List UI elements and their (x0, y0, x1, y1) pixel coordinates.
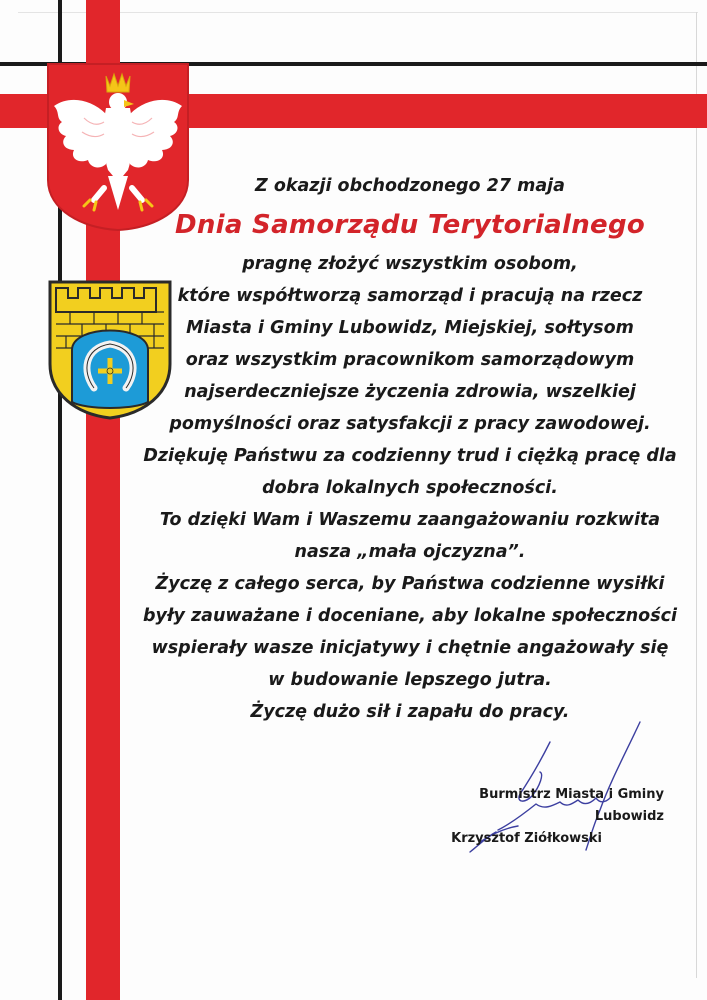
page-edge (696, 12, 697, 978)
body-line: najserdeczniejsze życzenia zdrowia, wszelkiej (184, 382, 636, 402)
body-line: które współtworzą samorząd i pracują na rzecz (177, 286, 643, 306)
signature-block (414, 784, 664, 850)
signatory-name: Krzysztof Ziółkowski (451, 831, 602, 846)
page-edge (18, 12, 698, 13)
body-line: pragnę złożyć wszystkim osobom, (242, 254, 578, 274)
body-line: To dzięki Wam i Waszemu zaangażowaniu rozkwita (159, 510, 661, 530)
greeting-line: Z okazji obchodzonego 27 maja (255, 176, 565, 196)
body-line: dobra lokalnych społeczności. (262, 478, 558, 498)
body-line: nasza „mała ojczyzna”. (294, 542, 526, 562)
body-line: w budowanie lepszego jutra. (268, 670, 552, 690)
body-line: oraz wszystkim pracownikom samorządowym (185, 350, 635, 370)
body-line: były zauważane i doceniane, aby lokalne społeczności (142, 606, 677, 626)
letter-heading: Dnia Samorządu Terytorialnego (174, 210, 646, 240)
body-line: Życzę z całego serca, by Państwa codzienne wysiłki (155, 574, 665, 594)
body-line: Dziękuję Państwu za codzienny trud i ciężką pracę dla (143, 446, 677, 466)
body-line: pomyślności oraz satysfakcji z pracy zawodowej. (169, 414, 651, 434)
body-line: Życzę dużo sił i zapału do pracy. (250, 702, 570, 722)
signatory-title: Burmistrz Miasta i Gminy Lubowidz (479, 787, 664, 824)
body-line: Miasta i Gminy Lubowidz, Miejskiej, sołtysom (186, 318, 634, 338)
letter-text (140, 170, 680, 728)
body-line: wspierały wasze inicjatywy i chętnie angażowały się (151, 638, 669, 658)
